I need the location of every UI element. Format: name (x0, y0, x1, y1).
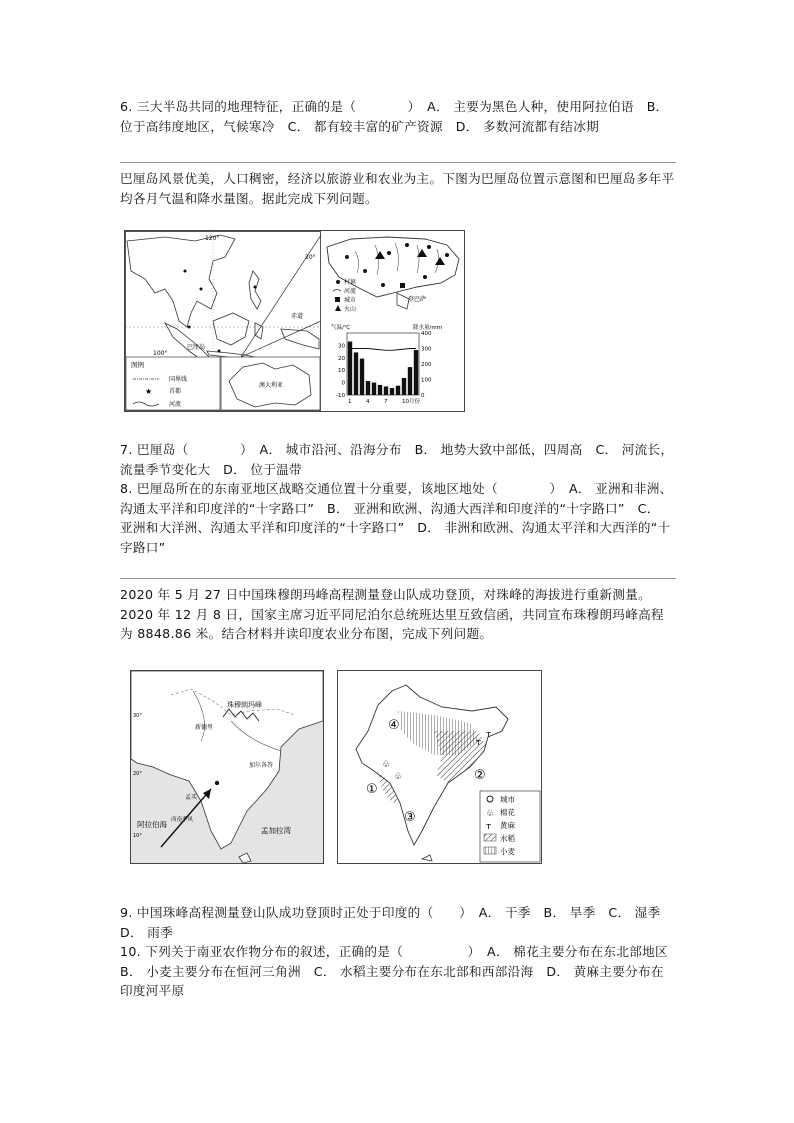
inset-legend-city: 城市 (344, 297, 357, 304)
question-10: 10. 下列关于南亚农作物分布的叙述，正确的是（ ） A． 棉花主要分布在东北部地区 B． 小麦主要分布在恒河三角洲 C． 水稻主要分布在东北部和西部沿海 D． 黄麻主要分布在印度河平原 (120, 944, 681, 999)
precip-bar (372, 383, 376, 395)
label-equator: 赤道 (291, 313, 304, 320)
month-tick-label: 4 (366, 399, 370, 405)
temperature-line (350, 349, 416, 351)
marker-2: ② (474, 768, 486, 783)
inset-legend-river: 河流 (344, 288, 357, 295)
inset-legend-volcano: 火山 (344, 306, 357, 313)
bali-figure-svg (125, 231, 464, 411)
south-asia-map-svg (131, 671, 323, 863)
jute-icon: ᴛ (486, 730, 492, 740)
legend-town-dot (336, 280, 340, 284)
legend-city-circle (487, 796, 493, 802)
legend-volcano-icon (335, 305, 341, 311)
south-asia-map (130, 670, 324, 864)
label-wind: 西南季风 (171, 817, 194, 823)
town-dot (363, 269, 367, 273)
legend-cotton-icon: ♧ (486, 809, 495, 819)
label-kolkata: 加尔各答 (249, 762, 274, 769)
month-tick-label: 1 (348, 399, 352, 405)
capital-dot (200, 288, 203, 291)
precip-tick-label: 100 (421, 377, 432, 384)
month-tick-labels (348, 397, 420, 405)
cotton-icon: ♧ (382, 760, 391, 770)
precip-bar (360, 359, 364, 395)
section-divider (120, 578, 676, 579)
town-dot (445, 253, 449, 257)
legend-rice-swatch (484, 834, 496, 841)
jute-icon: ᴛ (476, 738, 482, 748)
town-dot (405, 243, 409, 247)
precip-bars (348, 342, 418, 395)
section-divider (120, 162, 676, 163)
legend-city-square (335, 297, 340, 302)
temp-axis-title: 气温/℃ (331, 325, 351, 331)
temp-tick-labels (336, 343, 345, 399)
star-icon: ★ (145, 387, 153, 396)
sri-lanka-shape (422, 855, 432, 861)
precip-tick-label: 200 (421, 362, 432, 368)
lat20-label: 20° (133, 771, 142, 777)
legend-wheat-swatch (484, 847, 496, 854)
capital-dot (188, 326, 191, 329)
precip-bar (414, 350, 418, 395)
town-dot (381, 283, 385, 287)
temp-tick-label: 0 (341, 380, 345, 387)
bali-figure (124, 230, 465, 412)
legend-river-curve (333, 290, 341, 292)
legend-border: 国界线 (169, 376, 188, 383)
question-9: 9. 中国珠峰高程测量登山队成功登顶时正处于印度的（ ） A． 干季 B． 旱季 C． 湿季 D． 雨季 (120, 905, 674, 940)
marker-1: ① (366, 782, 378, 797)
precip-bar (354, 352, 358, 395)
legend-city: 城市 (500, 795, 515, 804)
legend-title: 图例 (131, 361, 144, 369)
legend-rice: 水稻 (500, 834, 515, 843)
legend-jute-icon: ᴛ (486, 822, 492, 832)
legend-jute: 黄麻 (500, 821, 515, 830)
label-australia: 澳大利亚 (259, 382, 284, 389)
label-newdelhi: 新德里 (195, 724, 214, 731)
capital-dot (254, 286, 257, 289)
capital-dot (218, 350, 221, 353)
month-tick-label: 7 (384, 399, 388, 405)
precip-axis-title: 降水量/mm (413, 325, 443, 331)
precip-bar (402, 378, 406, 395)
town-dot (423, 275, 427, 279)
marker-3: ③ (404, 810, 416, 825)
label-bay-bengal: 孟加拉湾 (261, 826, 291, 835)
cotton-icon: ♧ (394, 772, 403, 782)
label-everest: 珠穆朗玛峰 (227, 701, 262, 709)
town-dot (387, 251, 391, 255)
town-dot (427, 245, 431, 249)
label-lon100: 100° (153, 350, 168, 357)
precip-bar (408, 367, 412, 395)
label-mumbai: 孟买 (185, 794, 198, 801)
india-agriculture-svg (338, 671, 541, 863)
temp-tick-label: 10 (338, 368, 345, 375)
legend-capital: 首都 (169, 388, 182, 395)
sri-lanka-shape (239, 853, 251, 863)
label-bali: 巴厘岛 (187, 344, 206, 351)
label-arabian-sea: 阿拉伯海 (137, 820, 167, 829)
india-agriculture-map (337, 670, 542, 864)
legend-river: 河流 (169, 401, 182, 408)
precip-bar (378, 385, 382, 395)
climate-chart (331, 323, 442, 405)
legend-cotton: 棉花 (500, 808, 515, 817)
temp-tick-label: 30 (338, 343, 345, 350)
legend-wheat: 小麦 (500, 847, 515, 856)
precip-tick-label: 300 (421, 346, 432, 353)
city-dot (215, 781, 219, 785)
precip-tick-label: 400 (421, 331, 432, 337)
label-lon120: 120° (205, 235, 220, 242)
precip-bar (348, 342, 352, 395)
precip-bar (396, 386, 400, 395)
inset-legend-town: 村镇 (344, 279, 357, 286)
precip-bar (366, 381, 370, 395)
bali-inset (327, 237, 459, 313)
label-lat20: 20° (305, 254, 316, 261)
town-dot (345, 255, 349, 259)
lat10-label: 10° (133, 833, 142, 839)
marker-4: ④ (388, 718, 400, 733)
capital-dot (184, 270, 187, 273)
precip-bar (384, 386, 388, 395)
temp-tick-label: -10 (336, 393, 345, 399)
precip-tick-label: 0 (421, 393, 425, 399)
bali-intro: 巴厘岛风景优美，人口稠密，经济以旅游业和农业为主。下图为巴厘岛位置示意图和巴厘岛多年平均各月气温和降水量图。据此完成下列问题。 (120, 171, 675, 206)
precip-bar (390, 388, 394, 395)
temp-tick-label: 20 (338, 355, 345, 362)
question-7: 7. 巴厘岛（ ） A． 城市沿河、沿海分布 B． 地势大致中部低，四周高 C． 河流长，流量季节变化大 D． 位于温带 (120, 442, 674, 477)
question-8: 8. 巴厘岛所在的东南亚地区战略交通位置十分重要，该地区地处（ ） A． 亚洲和非洲、沟通太平洋和印度洋的“十字路口” B． 亚洲和欧洲、沟通大西洋和印度洋的“十字路口” C． 亚洲和大洋洲、沟通太平洋和印度洋的“十字路口” D． 非洲和欧洲、沟通太平洋和大西洋的“十字路口” (120, 481, 673, 555)
everest-intro: 2020 年 5 月 27 日中国珠穆朗玛峰高程测量登山队成功登顶，对珠峰的海拔进行重新测量。2020 年 12 月 8 日，国家主席习近平同尼泊尔总统班达里互致信函，共同宣布珠穆朗玛峰高程为 8848.86 米。结合材料并读印度农业分布图，完成下列问题。 (120, 587, 664, 642)
city-square-icon (400, 283, 405, 288)
precip-tick-labels (421, 331, 432, 399)
lat30-label: 30° (133, 713, 142, 719)
label-denpasar: 登巴萨 (408, 296, 427, 303)
month-tick-label: 10月份 (402, 399, 420, 405)
question-6: 6. 三大半岛共同的地理特征，正确的是（ ） A． 主要为黑色人种，使用阿拉伯语 B． 位于高纬度地区，气候寒冷 C． 都有较丰富的矿产资源 D． 多数河流都有结冰期 (120, 99, 673, 134)
